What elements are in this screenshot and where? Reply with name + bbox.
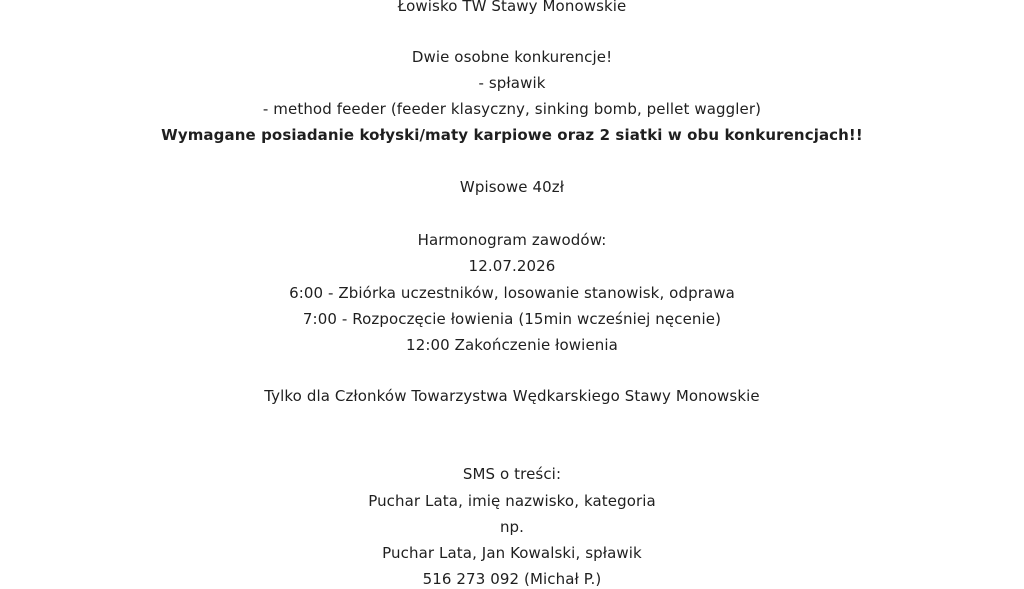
requirement-notice: Wymagane posiadanie kołyski/maty karpiowe oraz 2 siatki w obu konkurencjach!!: [161, 126, 863, 144]
sms-title: SMS o treści:: [462, 465, 562, 483]
competition-method-feeder: - method feeder (feeder klasyczny, sinking bomb, pellet waggler): [262, 100, 762, 118]
schedule-date: 12.07.2026: [468, 257, 556, 275]
schedule-item: 6:00 - Zbiórka uczestników, losowanie stanowisk, odprawa: [289, 284, 735, 302]
sms-example-label: np.: [499, 518, 525, 536]
schedule-item: 12:00 Zakończenie łowienia: [406, 336, 618, 354]
venue-line: Łowisko TW Stawy Monowskie: [397, 0, 627, 15]
schedule-item: 7:00 - Rozpoczęcie łowienia (15min wcześniej nęcenie): [302, 310, 722, 328]
contact-phone: 516 273 092 (Michał P.): [422, 570, 602, 588]
sms-example: Puchar Lata, Jan Kowalski, spławik: [382, 544, 642, 562]
schedule-title: Harmonogram zawodów:: [417, 231, 607, 249]
competition-float: - spławik: [478, 74, 546, 92]
members-only-notice: Tylko dla Członków Towarzystwa Wędkarskiego Stawy Monowskie: [264, 387, 760, 405]
sms-format: Puchar Lata, imię nazwisko, kategoria: [368, 492, 656, 510]
entry-fee: Wpisowe 40zł: [459, 178, 565, 196]
competitions-intro: Dwie osobne konkurencje!: [411, 48, 613, 66]
